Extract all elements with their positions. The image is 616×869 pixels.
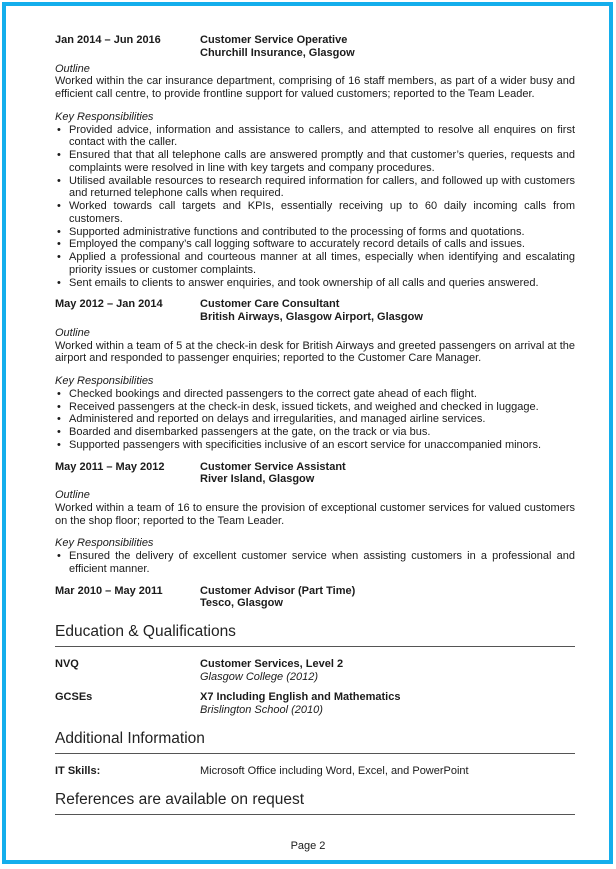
- education-row-nvq: [55, 658, 575, 684]
- responsibility-item: • Ensured the delivery of excellent customer service when assisting customers in a professional and efficient manner.: [55, 550, 575, 576]
- job-titles: [200, 585, 355, 611]
- responsibility-item: • Administered and reported on delays and irregularities, and managed airline services.: [55, 413, 575, 426]
- job-dates: May 2012 – Jan 2014: [55, 298, 163, 311]
- page-number: Page 2: [290, 840, 326, 852]
- job-company: British Airways, Glasgow Airport, Glasgow: [200, 311, 423, 323]
- outline-text: Worked within a team of 16 to ensure the provision of exceptional customer services for valued customers on the shop floor; reported to the Team Leader.: [55, 501, 575, 527]
- section-heading-additional-info: Additional Information: [55, 730, 575, 754]
- responsibilities-list: [55, 388, 575, 452]
- job-company: River Island, Glasgow: [200, 473, 315, 486]
- education-label: NVQ: [55, 657, 79, 670]
- education-title: X7 Including English and Mathematics: [200, 691, 401, 704]
- responsibility-item: • Supported passengers with specificities inclusive of an escort service for unaccompanied minors.: [55, 439, 575, 452]
- education-title: Customer Services, Level 2: [200, 657, 344, 670]
- education-details: [200, 658, 343, 684]
- responsibility-item: • Sent emails to clients to answer enquiries, and took ownership of all calls and queries answered.: [55, 277, 575, 290]
- responsibilities-label: Key Responsibilities: [55, 537, 154, 550]
- job-company: Churchill Insurance, Glasgow: [200, 46, 355, 59]
- job-header: [55, 34, 575, 60]
- responsibility-item: • Employed the company’s call logging software to accurately record details of calls and issues.: [55, 238, 575, 251]
- it-skills-label: IT Skills:: [55, 764, 101, 777]
- responsibilities-list: [55, 124, 575, 290]
- outline-label: Outline: [55, 62, 90, 75]
- responsibility-item: • Boarded and disembarked passengers at the gate, on the track or via bus.: [55, 426, 575, 439]
- job-title: Customer Service Operative: [200, 34, 348, 46]
- education-details: [200, 691, 400, 717]
- responsibility-item: • Supported administrative functions and contributed to the processing of forms and quotations.: [55, 226, 575, 239]
- responsibility-item: • Ensured that that all telephone calls are answered promptly and that customer’s queries, requests and complaints were resolved in line with key targets and company procedures.: [55, 149, 575, 175]
- job-header: [55, 298, 575, 324]
- outline-label: Outline: [55, 489, 90, 501]
- job-titles: [200, 34, 355, 60]
- section-heading-education: Education & Qualifications: [55, 623, 575, 647]
- job-entry-british-airways: [55, 298, 575, 451]
- job-entry-river-island: [55, 461, 575, 576]
- job-header: [55, 585, 575, 611]
- responsibility-item: • Received passengers at the check-in desk, issued tickets, and weighed and checked in luggage.: [55, 401, 575, 414]
- job-dates: Jan 2014 – Jun 2016: [55, 34, 161, 46]
- job-titles: [200, 298, 423, 324]
- responsibility-item: • Utilised available resources to research required information for callers, and followed up with customers and returned telephone calls when required.: [55, 175, 575, 201]
- job-title: Customer Service Assistant: [200, 460, 346, 473]
- job-dates: Mar 2010 – May 2011: [55, 584, 163, 597]
- job-header: [55, 461, 575, 487]
- job-titles: [200, 461, 346, 487]
- outline-text: Worked within a team of 5 at the check-in desk for British Airways and greeted passengers on arrival at the airport and responded to passenger enquiries; reported to the Customer Care Manager.: [55, 339, 575, 365]
- job-title: Customer Advisor (Part Time): [200, 584, 356, 597]
- responsibility-item: • Provided advice, information and assistance to callers, and attempted to resolve all enquires on first contact with the caller.: [55, 124, 575, 150]
- job-title: Customer Care Consultant: [200, 298, 340, 311]
- education-label: GCSEs: [55, 691, 93, 704]
- responsibilities-label: Key Responsibilities: [55, 375, 154, 387]
- job-company: Tesco, Glasgow: [200, 597, 283, 610]
- education-detail: Brislington School (2010): [200, 704, 323, 717]
- it-skills-value: Microsoft Office including Word, Excel, and PowerPoint: [200, 764, 469, 777]
- job-entry-tesco: [55, 585, 575, 611]
- responsibility-item: • Applied a professional and courteous manner at all times, especially when identifying and escalating priority issues or customer complaints.: [55, 251, 575, 277]
- outline-text: Worked within the car insurance department, comprising of 16 staff members, as part of a wider busy and efficient call centre, to provide frontline support for valued customers; reported to the Team Leader.: [55, 75, 575, 100]
- section-heading-references: References are available on request: [55, 791, 575, 815]
- education-row-gcses: [55, 691, 575, 717]
- responsibilities-label: Key Responsibilities: [55, 110, 154, 123]
- education-detail: Glasgow College (2012): [200, 670, 319, 683]
- job-entry-churchill: [55, 34, 575, 289]
- it-skills-row: [55, 765, 575, 778]
- job-dates: May 2011 – May 2012: [55, 460, 165, 473]
- responsibility-item: • Checked bookings and directed passengers to the correct gate ahead of each flight.: [55, 388, 575, 401]
- cv-page-content: [55, 34, 575, 826]
- responsibilities-list: [55, 550, 575, 576]
- outline-label: Outline: [55, 326, 90, 339]
- responsibility-item: • Worked towards call targets and KPIs, essentially receiving up to 60 daily incoming calls from customers.: [55, 200, 575, 226]
